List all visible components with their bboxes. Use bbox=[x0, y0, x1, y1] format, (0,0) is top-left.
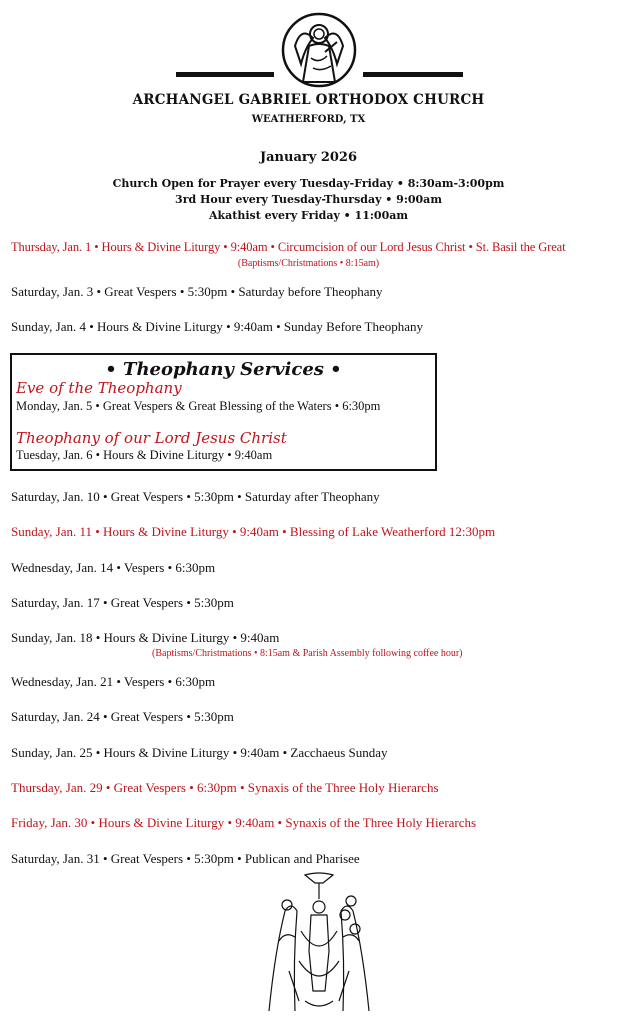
eve-title: Eve of the Theophany bbox=[16, 379, 182, 397]
theophany-heading: • Theophany Services • bbox=[105, 359, 342, 380]
hours-line: Church Open for Prayer every Tuesday-Friday • 8:30am-3:00pm bbox=[112, 177, 505, 190]
feast-title: Theophany of our Lord Jesus Christ bbox=[16, 429, 287, 447]
theophany-icon bbox=[265, 871, 373, 1017]
month-title: January 2026 bbox=[259, 150, 357, 165]
hours-line: 3rd Hour every Tuesday-Thursday • 9:00am bbox=[175, 193, 442, 206]
eve-service: Monday, Jan. 5 • Great Vespers & Great Blessing of the Waters • 6:30pm bbox=[16, 399, 381, 413]
event-row: Sunday, Jan. 18 • Hours & Divine Liturgy • 9:40am bbox=[11, 630, 280, 645]
event-row: Sunday, Jan. 25 • Hours & Divine Liturgy • 9:40am • Zacchaeus Sunday bbox=[11, 745, 388, 760]
hours-line: Akathist every Friday • 11:00am bbox=[209, 209, 408, 222]
event-row: Saturday, Jan. 10 • Great Vespers • 5:30pm • Saturday after Theophany bbox=[11, 489, 380, 504]
church-location: WEATHERFORD, TX bbox=[251, 114, 366, 125]
event-note: (Baptisms/Christmations • 8:15am) bbox=[237, 258, 380, 269]
header-rule-left bbox=[176, 72, 274, 77]
church-name: ARCHANGEL GABRIEL ORTHODOX CHURCH bbox=[132, 92, 485, 108]
event-row: Friday, Jan. 30 • Hours & Divine Liturgy • 9:40am • Synaxis of the Three Holy Hierarchs bbox=[11, 815, 477, 830]
event-row: Sunday, Jan. 11 • Hours & Divine Liturgy • 9:40am • Blessing of Lake Weatherford 12:30pm bbox=[11, 524, 496, 539]
event-row: Wednesday, Jan. 21 • Vespers • 6:30pm bbox=[11, 674, 216, 689]
event-row: Saturday, Jan. 17 • Great Vespers • 5:30pm bbox=[11, 595, 234, 610]
event-row: Thursday, Jan. 1 • Hours & Divine Liturgy • 9:40am • Circumcision of our Lord Jesus Christ • St. Basil the Great bbox=[11, 240, 566, 254]
event-row: Saturday, Jan. 3 • Great Vespers • 5:30pm • Saturday before Theophany bbox=[11, 284, 383, 299]
event-row: Wednesday, Jan. 14 • Vespers • 6:30pm bbox=[11, 560, 216, 575]
feast-service: Tuesday, Jan. 6 • Hours & Divine Liturgy • 9:40am bbox=[16, 448, 273, 462]
event-row: Saturday, Jan. 31 • Great Vespers • 5:30pm • Publican and Pharisee bbox=[11, 851, 360, 866]
header-rule-right bbox=[363, 72, 463, 77]
event-note: (Baptisms/Christmations • 8:15am & Parish Assembly following coffee hour) bbox=[152, 648, 463, 659]
archangel-gabriel-icon bbox=[281, 12, 357, 88]
event-row: Thursday, Jan. 29 • Great Vespers • 6:30pm • Synaxis of the Three Holy Hierarchs bbox=[11, 780, 439, 795]
event-row: Saturday, Jan. 24 • Great Vespers • 5:30pm bbox=[11, 709, 234, 724]
event-row: Sunday, Jan. 4 • Hours & Divine Liturgy • 9:40am • Sunday Before Theophany bbox=[11, 319, 424, 334]
theophany-services-box bbox=[10, 353, 437, 471]
